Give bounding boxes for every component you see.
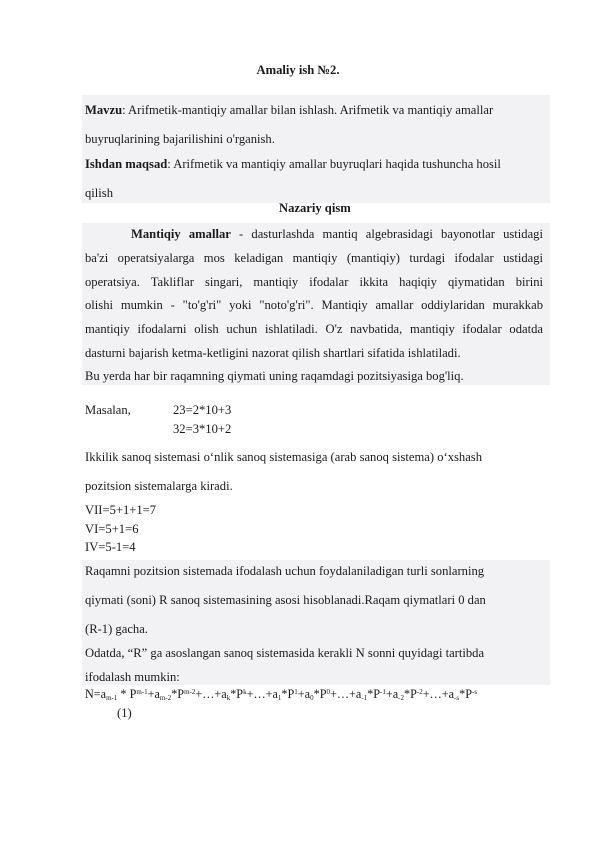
roman-line-2: VI=5+1=6 [85,522,139,536]
mavzu-label: Mavzu [85,103,123,117]
para1-line-3: operatsiya. Takliflar singari, mantiqiy ifodalar ikkita haqiqiy qiymatidan birini [85,275,543,289]
example-label: Masalan, [85,403,131,417]
para4-line-1: Raqamni pozitsion sistemada ifodalash uchun foydalaniladigan turli sonlarning [85,564,485,578]
document-title: Amaliy ish №2. [256,63,340,77]
maqsad-line-1 [85,158,501,171]
roman-line-1: VII=5+1+1=7 [85,503,157,517]
para4-line-3: (R-1) gacha. [85,622,148,636]
section-title: Nazariy qism [279,201,351,215]
mavzu-line-2: buyruqlarining bajarilishini o'rganish. [85,132,275,146]
para3-line-1: Ikkilik sanoq sistemasi o‘nlik sanoq sistemasiga (arab sanoq sistema) o‘xshash [85,450,482,464]
shade-band-lower [82,560,550,685]
maqsad-text: : Arifmetik va mantiqiy amallar buyruqlari haqida tushuncha hosil [167,157,501,171]
para5-line-1: Odatda, “R” ga asoslangan sanoq sistemasida kerakli N sonni quyidagi tartibda [85,646,485,660]
para1-line1-rest: - dasturlashda mantiq algebrasidagi bayonotlar ustidagi [230,227,543,241]
roman-line-3: IV=5-1=4 [85,540,136,554]
maqsad-label: Ishdan maqsad [85,157,168,171]
para1-line-4: olishi mumkin - "to'g'ri" yoki "noto'g'ri". Mantiqiy amallar oddiylaridan murakkab [85,298,543,312]
mavzu-text: : Arifmetik-mantiqiy amallar bilan ishlash. Arifmetik va mantiqiy amallar [122,103,494,117]
example-eq-2: 32=3*10+2 [173,422,232,436]
mavzu-line-1 [85,104,493,117]
para1-bold: Mantiqiy amallar [131,227,231,241]
para1-line-2: ba'zi operatsiyalarga mos keladigan mantiqiy (mantiqiy) turdagi ifodalar ustidagi [85,251,543,265]
formula-n: $N=a_{m-1}$ * $P^{m-1}+a_{m-2}*P^{m-2}+\dots+a_k*P^k+\dots+a_1*P^1+a_0*P^0+\dots+a_{-1}*P^{-1}+a_{-2}*P^{-2}+\dots+a_{-s}*P^{-s}$ [85,687,478,702]
formula-number: (1) [117,706,132,720]
para5-line-2: ifodalash mumkin: [85,670,180,684]
para4-line-2: qiymati (soni) R sanoq sistemasining asosi hisoblanadi.Raqam qiymatlari 0 dan [85,593,486,607]
para2: Bu yerda har bir raqamning qiymati uning raqamdagi pozitsiyasiga bog'liq. [85,369,464,383]
para1-line-1 [131,228,543,241]
para1-line-6: dasturni bajarish ketma-ketligini nazorat qilish shartlari sifatida ishlatiladi. [85,346,461,360]
para3-line-2: pozitsion sistemalarga kiradi. [85,479,233,493]
para1-line-5: mantiqiy ifodalarni olish uchun ishlatiladi. O'z navbatida, mantiqiy ifodalar odatda [85,322,543,336]
maqsad-line-2: qilish [85,186,113,200]
example-eq-1: 23=2*10+3 [173,403,232,417]
